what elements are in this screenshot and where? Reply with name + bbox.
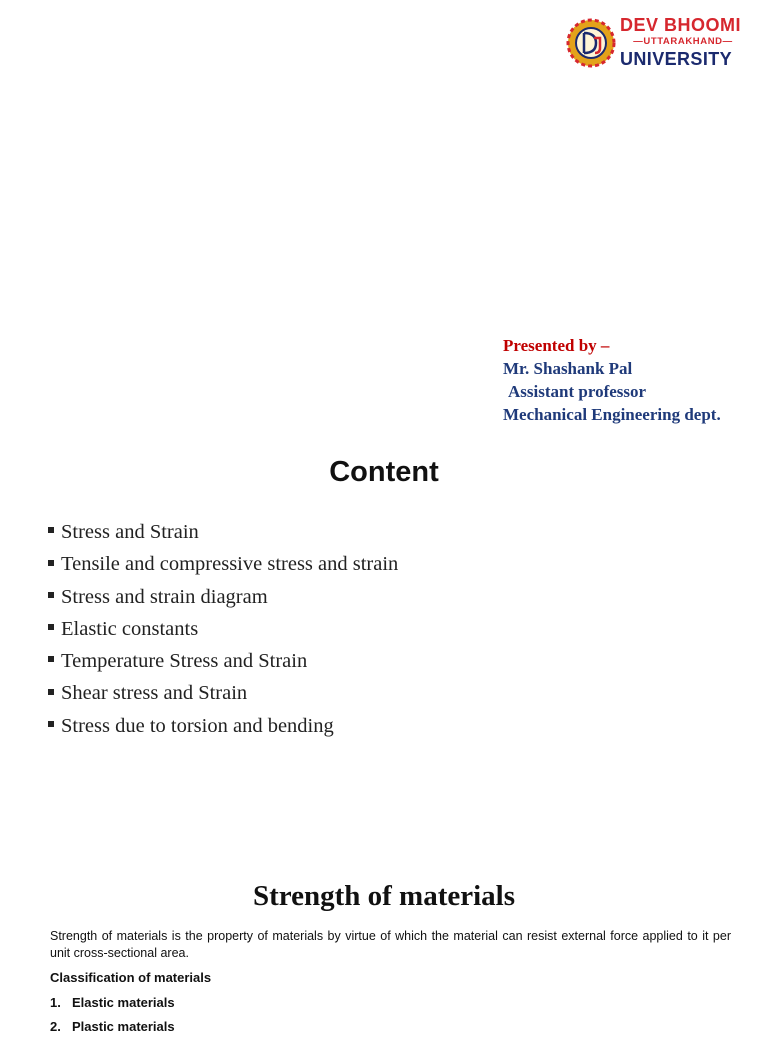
- presenter-dept: Mechanical Engineering dept.: [503, 405, 721, 424]
- content-list: [48, 516, 398, 742]
- list-item-text: Elastic constants: [61, 617, 199, 640]
- strength-title: Strength of materials: [252, 880, 516, 912]
- list-item: [50, 995, 175, 1019]
- list-item: [48, 613, 398, 645]
- strength-paragraph: Strength of materials is the property of materials by virtue of which the material can resist external force applied to it per unit cross-sectional area.: [50, 929, 731, 960]
- list-item: [48, 645, 398, 677]
- list-item: [48, 677, 398, 709]
- list-item: [48, 581, 398, 613]
- list-item: [50, 1019, 175, 1043]
- logo-line-2-text: UTTARAKHAND: [643, 36, 723, 47]
- university-logo: [566, 14, 748, 76]
- list-item-text: Stress and Strain: [61, 521, 199, 543]
- bullet-icon: [48, 592, 54, 598]
- presenter-block: [503, 334, 721, 426]
- list-item: [48, 710, 398, 742]
- bullet-icon: [48, 624, 54, 630]
- content-slide: [0, 432, 768, 852]
- bullet-icon: [48, 560, 54, 566]
- list-item: [48, 548, 398, 580]
- bullet-icon: [48, 527, 54, 533]
- presenter-role: Assistant professor: [508, 382, 647, 401]
- list-item-text: Tensile and compressive stress and strain: [61, 553, 399, 576]
- logo-wordmark: [620, 16, 746, 68]
- presenter-label: Presented by –: [503, 336, 610, 355]
- logo-line-2: —UTTARAKHAND—: [633, 36, 733, 47]
- bullet-icon: [48, 656, 54, 662]
- list-item-text: Shear stress and Strain: [61, 682, 248, 705]
- logo-line-1: DEV BHOOMI: [620, 15, 742, 35]
- presenter-name: Mr. Shashank Pal: [503, 359, 633, 378]
- strength-slide: [0, 852, 768, 1034]
- list-item-label: Elastic materials: [72, 995, 175, 1010]
- bullet-icon: [48, 689, 54, 695]
- title-slide: [0, 0, 768, 432]
- classification-list: [50, 995, 175, 1043]
- list-item-text: Temperature Stress and Strain: [61, 650, 308, 673]
- emblem-icon: [566, 18, 616, 68]
- list-item-label: Plastic materials: [72, 1019, 175, 1034]
- classification-heading: Classification of materials: [50, 970, 212, 985]
- logo-line-3: UNIVERSITY: [620, 48, 733, 69]
- list-number: 2.: [50, 1019, 61, 1034]
- list-item-text: Stress due to torsion and bending: [61, 714, 334, 737]
- bullet-icon: [48, 721, 54, 727]
- list-number: 1.: [50, 995, 61, 1010]
- list-item-text: Stress and strain diagram: [61, 585, 268, 608]
- list-item: [48, 516, 398, 548]
- content-title: Content: [329, 456, 439, 488]
